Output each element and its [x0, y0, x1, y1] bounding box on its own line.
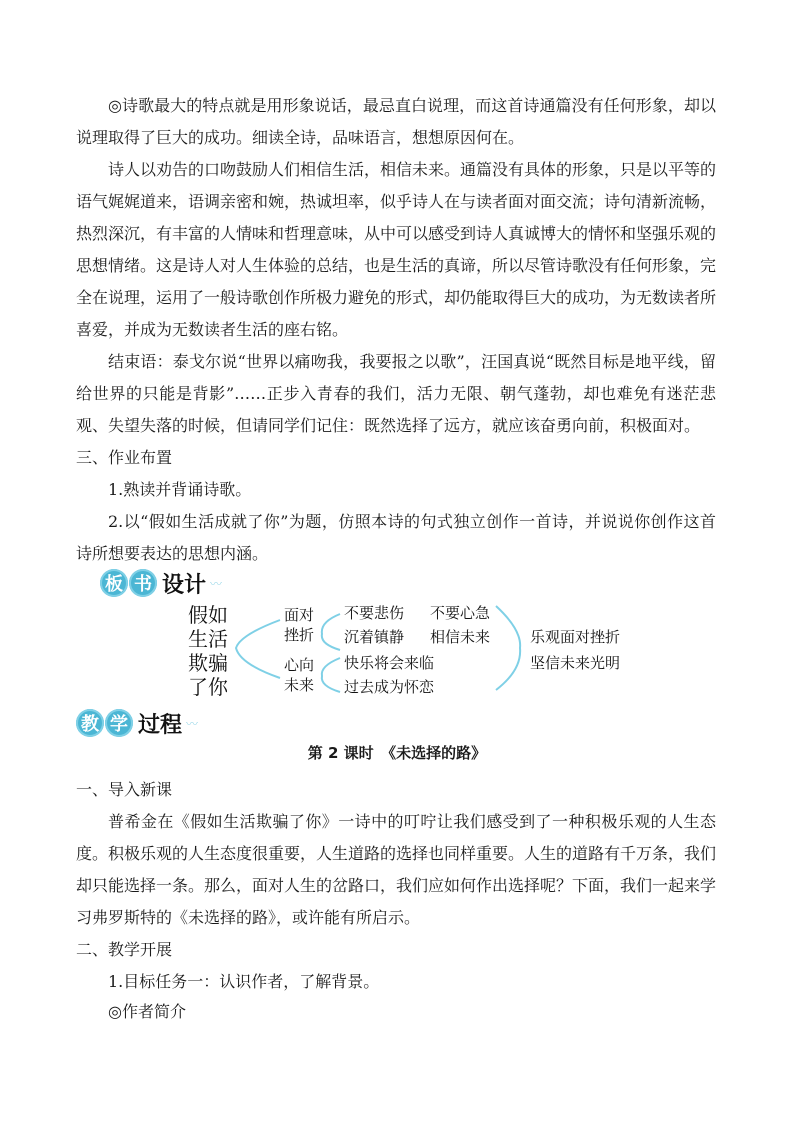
poem-title-line-4: 了你	[188, 675, 228, 699]
bracket-branch1	[322, 614, 340, 650]
wave-decoration-icon: 〰	[210, 576, 223, 591]
paragraph-2-line-3: 热烈深沉，有丰富的人情味和哲理意味，从中可以感受到诗人真诚博大的情怀和坚强乐观的	[76, 224, 717, 243]
homework-item-1: 1.熟读并背诵诗歌。	[108, 480, 252, 499]
section-heading-teaching: 二、教学开展	[76, 940, 173, 959]
bracket-left	[236, 620, 280, 678]
paragraph-3-line-1: 结束语：泰戈尔说“世界以痛吻我，我要报之以歌”，汪国真说“既然目标是地平线，留	[108, 352, 716, 371]
teaching-process-header	[76, 706, 198, 740]
poem-title-line-1: 假如	[188, 603, 228, 627]
paragraph-3-line-3: 观、失望失落的时候，但请同学们记住：既然选择了远方，就应该奋勇向前，积极面对。	[76, 416, 701, 435]
paragraph-2-line-2: 语气娓娓道来，语调亲密和婉，热诚坦率，似乎诗人在与读者面对面交流；诗句清新流畅，	[76, 192, 717, 211]
board-badge-char-1: 板	[100, 569, 128, 597]
homework-item-2-line-1: 2.以“假如生活成就了你”为题，仿照本诗的句式独立创作一首诗，并说说你创作这首	[108, 512, 716, 531]
intro-line-1: 普希金在《假如生活欺骗了你》一诗中的叮咛让我们感受到了一种积极乐观的人生态	[108, 812, 716, 831]
section-heading-intro: 一、导入新课	[76, 780, 173, 799]
board-badge-char-2: 书	[129, 569, 157, 597]
homework-item-2-line-2: 诗所想要表达的思想内涵。	[76, 544, 269, 563]
branch2-item-2: 过去成为怀恋	[344, 678, 435, 696]
intro-line-3: 却只能选择一条。那么，面对人生的岔路口，我们应如何作出选择呢？下面，我们一起来学	[76, 876, 717, 895]
section-heading-homework: 三、作业布置	[76, 448, 173, 467]
process-badge-char-2: 学	[105, 709, 133, 737]
branch1-line-1: 面对	[284, 606, 315, 624]
paragraph-1-line-1: ◎诗歌最大的特点就是用形象说话，最忌直白说理，而这首诗通篇没有任何形象，却以	[108, 96, 716, 115]
paragraph-2-line-4: 思想情绪。这是诗人对人生体验的总结，也是生活的真谛，所以尽管诗歌没有任何形象，完	[76, 256, 717, 275]
paragraph-3-line-2: 给世界的只能是背影”……正步入青春的我们，活力无限、朝气蓬勃，却也难免有迷茫悲	[76, 384, 716, 403]
teaching-item-1: 1.目标任务一：认识作者，了解背景。	[108, 972, 380, 991]
conclusion-2: 坚信未来光明	[530, 654, 621, 672]
bracket-right	[496, 606, 520, 690]
branch1-line-2: 挫折	[284, 626, 315, 644]
branch1-item-2: 不要心急	[430, 604, 491, 622]
branch2-item-1: 快乐将会来临	[344, 654, 435, 672]
lesson-title: 第 2 课时 《未选择的路》	[307, 744, 487, 762]
paragraph-2-line-1: 诗人以劝告的口吻鼓励人们相信生活，相信未来。通篇没有具体的形象，只是以平等的	[108, 160, 717, 179]
intro-line-2: 度。积极乐观的人生态度很重要，人生道路的选择也同样重要。人生的道路有千万条，我们	[76, 844, 717, 863]
poem-title-line-2: 生活	[188, 627, 228, 651]
paragraph-1-line-2: 说理取得了巨大的成功。细读全诗，品味语言，想想原因何在。	[76, 128, 525, 147]
branch1-item-1: 不要悲伤	[344, 604, 405, 622]
branch1-item-3: 沉着镇静	[344, 628, 405, 646]
board-design-title: 设计	[162, 572, 207, 598]
process-badge-char-1: 教	[76, 709, 104, 737]
paragraph-2-line-5: 全在说理，运用了一般诗歌创作所极力避免的形式，却仍能取得巨大的成功，为无数读者所	[76, 288, 717, 307]
branch2-line-1: 心向	[284, 656, 315, 674]
conclusion-1: 乐观面对挫折	[530, 628, 621, 646]
wave-decoration-icon: 〰	[186, 716, 199, 731]
poem-title-line-3: 欺骗	[188, 651, 228, 675]
paragraph-2-line-6: 喜爱，并成为无数读者生活的座右铭。	[76, 320, 349, 339]
branch1-item-4: 相信未来	[430, 628, 491, 646]
intro-line-4: 习弗罗斯特的《未选择的路》，或许能有所启示。	[76, 908, 421, 927]
teaching-item-2: ◎作者简介	[108, 1002, 186, 1021]
teaching-process-title: 过程	[138, 712, 183, 738]
bracket-branch2	[322, 658, 340, 692]
branch2-line-2: 未来	[284, 676, 315, 694]
